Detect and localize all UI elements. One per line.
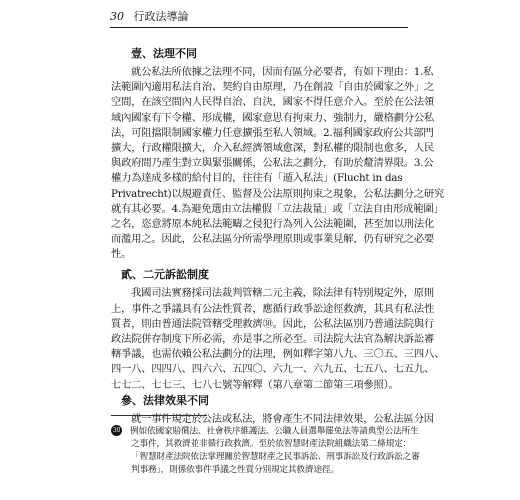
section-heading: 參、法律效果不同 <box>121 393 209 407</box>
text-line: 就有其必要。4.為避免選由立法權假「立法裁量」或「立法自由形成範圍」 <box>111 202 444 215</box>
footnote-line: 之事件，其救濟並非循行政救濟。至於依智慧財產法院組織法第二條規定： <box>131 439 412 449</box>
text-line: 上，事件之爭議具有公法性質者，應循行政爭訟途徑救濟，其具有私法性 <box>111 302 435 315</box>
text-line: 質者，則由普通法院管轄受理救濟㉚。因此，公私法區別乃普通法院與行 <box>111 317 435 330</box>
running-title: 行政法導論 <box>133 10 189 23</box>
text-line: Privatrecht)以規避責任、監督及公法原則拘束之現象，公私法劃分之研究 <box>111 187 445 200</box>
text-line: 七七二、七七三、七八七號等解釋（第八章第二節第三項參照）。 <box>111 378 399 391</box>
footnote-line <box>111 425 419 438</box>
header-rule <box>110 27 408 28</box>
text-line: 而濫用之。因此，公私法區分所需學理原則或事業見解，仍有研究之必要 <box>111 233 435 246</box>
running-header <box>110 8 410 26</box>
main-text <box>111 46 445 427</box>
text-line: 轄爭議，也需依賴公私法劃分的法理，例如釋字第八九、三〇五、三四八、 <box>111 348 445 361</box>
footnote-rule <box>111 415 207 416</box>
section-paragraph <box>111 65 445 262</box>
text-line: 法範圍內適用私法自治、契約自由原理，乃在創設「自由於國家之外」之 <box>111 81 435 94</box>
section-heading: 貳、二元訴訟制度 <box>121 268 209 282</box>
footnote-text: 例如依國家賠償法、社會秩序維護法、公職人員選舉罷免法等請典型公法所生 <box>130 426 419 437</box>
footnote <box>111 425 420 477</box>
text-line: 法，可阻擋限制國家權力任意擴張至私人領域。2.福利國家政府公共部門 <box>111 126 434 139</box>
footnote-marker: 30 <box>112 427 121 434</box>
text-line: 域內國家有下令權、形成權，國家意思有拘束力、強制力，嚴格劃分公私 <box>111 111 435 124</box>
text-line: 之名，恣意將原本純私法範疇之侵犯行為列入公法範圍，甚至加以刑法化 <box>111 217 435 230</box>
text-line: 政法院併存制度下所必需，亦是事之所必至。司法院大法官為解決訴訟審 <box>111 333 435 345</box>
footnote-line: 「智慧財產法院依法掌理關於智慧財產之民事訴訟、刑事訴訟及行政訴訟之審 <box>131 452 420 462</box>
section-heading: 壹、法理不同 <box>131 47 197 60</box>
text-line: 權力為達成多樣的給付目的，往往有「遁入私法」(Flucht in das <box>111 172 403 185</box>
page-number: 30 <box>110 10 124 23</box>
text-line: 就一事件規定於公法或私法，將會產生不同法律效果，公私法區分因 <box>131 412 434 425</box>
text-line: 空間，在該空間內人民得自治、自決，國家不得任意介入。至於在公法領 <box>111 96 435 109</box>
text-line: 與政府間乃產生對立與緊張關係，公私法之劃分，有助於釐清界限。3.公 <box>111 157 434 170</box>
text-line: 四一八、四四八、四六六、五四〇、六九一、六九五、七五八、七五九、 <box>111 363 435 376</box>
text-line: 就公私法所依據之法理不同，因而有區分必要者，有如下理由：1.私 <box>131 66 434 78</box>
text-line: 我國司法實務採司法裁判管轄二元主義，除法律有特別規定外，原則 <box>131 287 434 300</box>
footnote-line: 判事務」，則係依事件爭議之性質分別規定其救濟途徑。 <box>131 465 339 475</box>
text-line: 擴大，行政權限擴大，介入私經濟領域愈深，對私權的限制也愈多，人民 <box>111 141 435 154</box>
section-paragraph <box>111 286 445 392</box>
text-line: 性。 <box>111 248 132 261</box>
